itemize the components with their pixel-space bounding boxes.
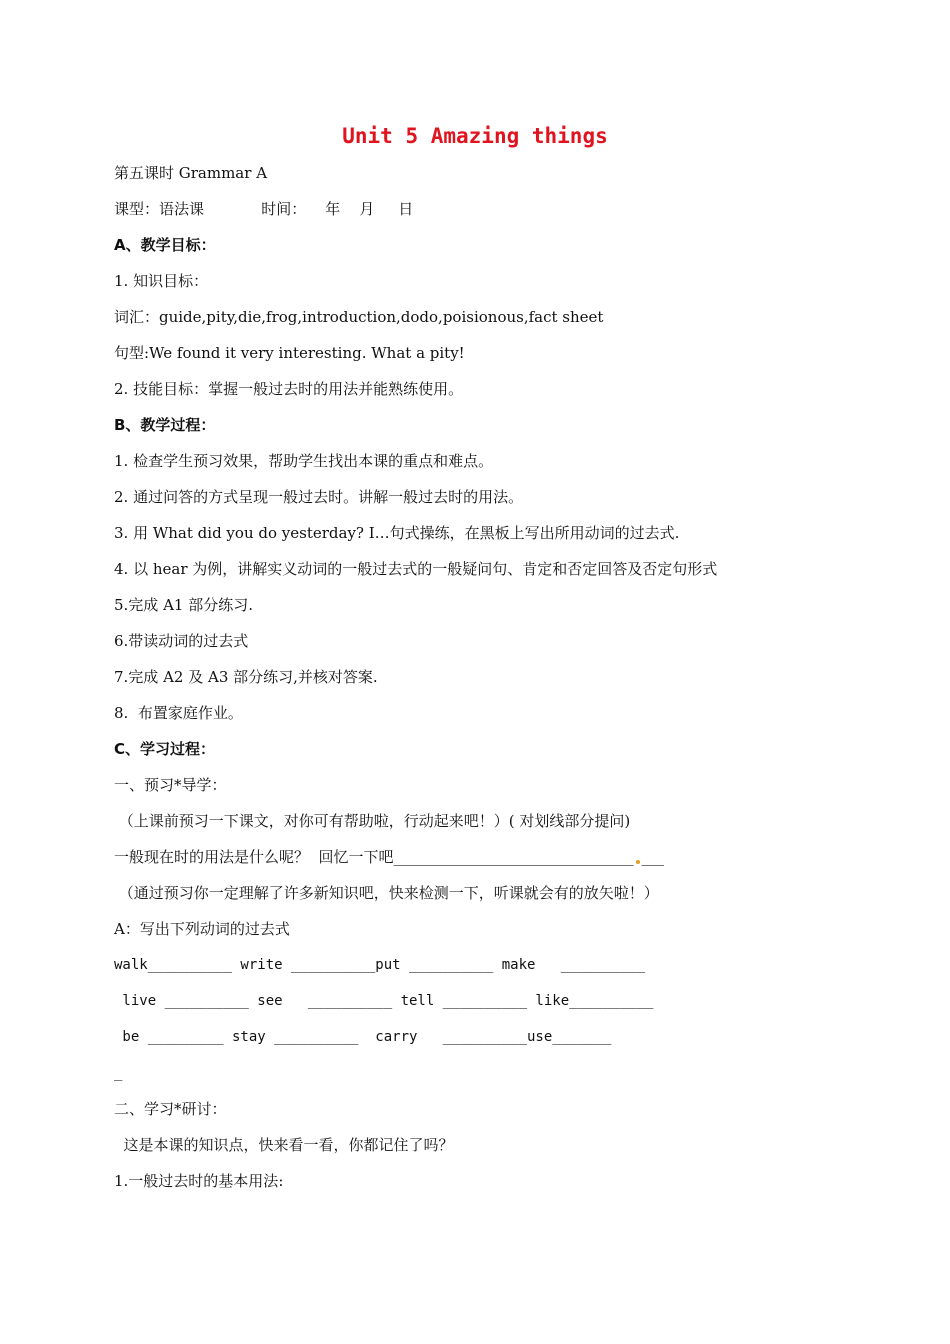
section-b-heading: B、教学过程： <box>114 416 216 434</box>
lesson-label: 第五课时 Grammar A <box>114 164 268 182</box>
process-step: 5.完成 A1 部分练习. <box>114 596 253 614</box>
preview-note: （上课前预习一下课文，对你可有帮助啦，行动起来吧！）( 对划线部分提问) <box>114 812 631 830</box>
preview-title: 一、预习*导学： <box>114 776 227 794</box>
recall-text: 一般现在时的用法是什么呢？ 回忆一下吧________________________________ <box>114 848 634 866</box>
task-a-title: A：写出下列动词的过去式 <box>114 920 290 938</box>
process-step: 6.带读动词的过去式 <box>114 632 249 650</box>
vocabulary-line: 词汇：guide,pity,die,frog,introduction,dodo,poisionous,fact sheet <box>114 308 604 326</box>
study-title: 二、学习*研讨： <box>114 1100 227 1118</box>
process-step: 3. 用 What did you do yesterday? I…句式操练，在黑板上写出所用动词的过去式. <box>114 524 680 542</box>
process-step: 1. 检查学生预习效果，帮助学生找出本课的重点和难点。 <box>114 452 494 470</box>
stray-underscore: _ <box>114 1065 123 1081</box>
verb-blanks-row: live __________ see __________ tell __________ like__________ <box>114 993 654 1009</box>
check-note: （通过预习你一定理解了许多新知识吧，快来检测一下，听课就会有的放矢啦！） <box>114 884 659 902</box>
process-step: 4. 以 hear 为例，讲解实义动词的一般过去式的一般疑问句、肯定和否定回答及否定句形式 <box>114 560 718 578</box>
verb-blanks-row: walk__________ write __________put __________ make __________ <box>114 957 646 973</box>
process-step: 2. 通过问答的方式呈现一般过去时。讲解一般过去时的用法。 <box>114 488 524 506</box>
recall-blank-tail: ___ <box>641 848 665 866</box>
section-c-heading: C、学习过程： <box>114 740 216 758</box>
lesson-meta: 课型：语法课 时间： 年 月 日 <box>114 200 414 218</box>
study-note: 这是本课的知识点，快来看一看，你都记住了吗？ <box>114 1136 454 1154</box>
section-a-heading: A、教学目标： <box>114 236 216 254</box>
grammar-point-1: 1.一般过去时的基本用法: <box>114 1172 284 1190</box>
document-title: Unit 5 Amazing things <box>342 124 608 148</box>
sentence-pattern-line: 句型:We found it very interesting. What a pity! <box>114 344 465 362</box>
mark-dot-icon <box>636 860 640 864</box>
process-step: 7.完成 A2 及 A3 部分练习,并核对答案. <box>114 668 378 686</box>
verb-blanks-row: be _________ stay __________ carry __________use_______ <box>114 1029 612 1045</box>
recall-line <box>114 847 664 867</box>
knowledge-goal: 1. 知识目标： <box>114 272 209 290</box>
skill-goal: 2. 技能目标：掌握一般过去时的用法并能熟练使用。 <box>114 380 464 398</box>
process-step: 8. 布置家庭作业。 <box>114 704 243 722</box>
